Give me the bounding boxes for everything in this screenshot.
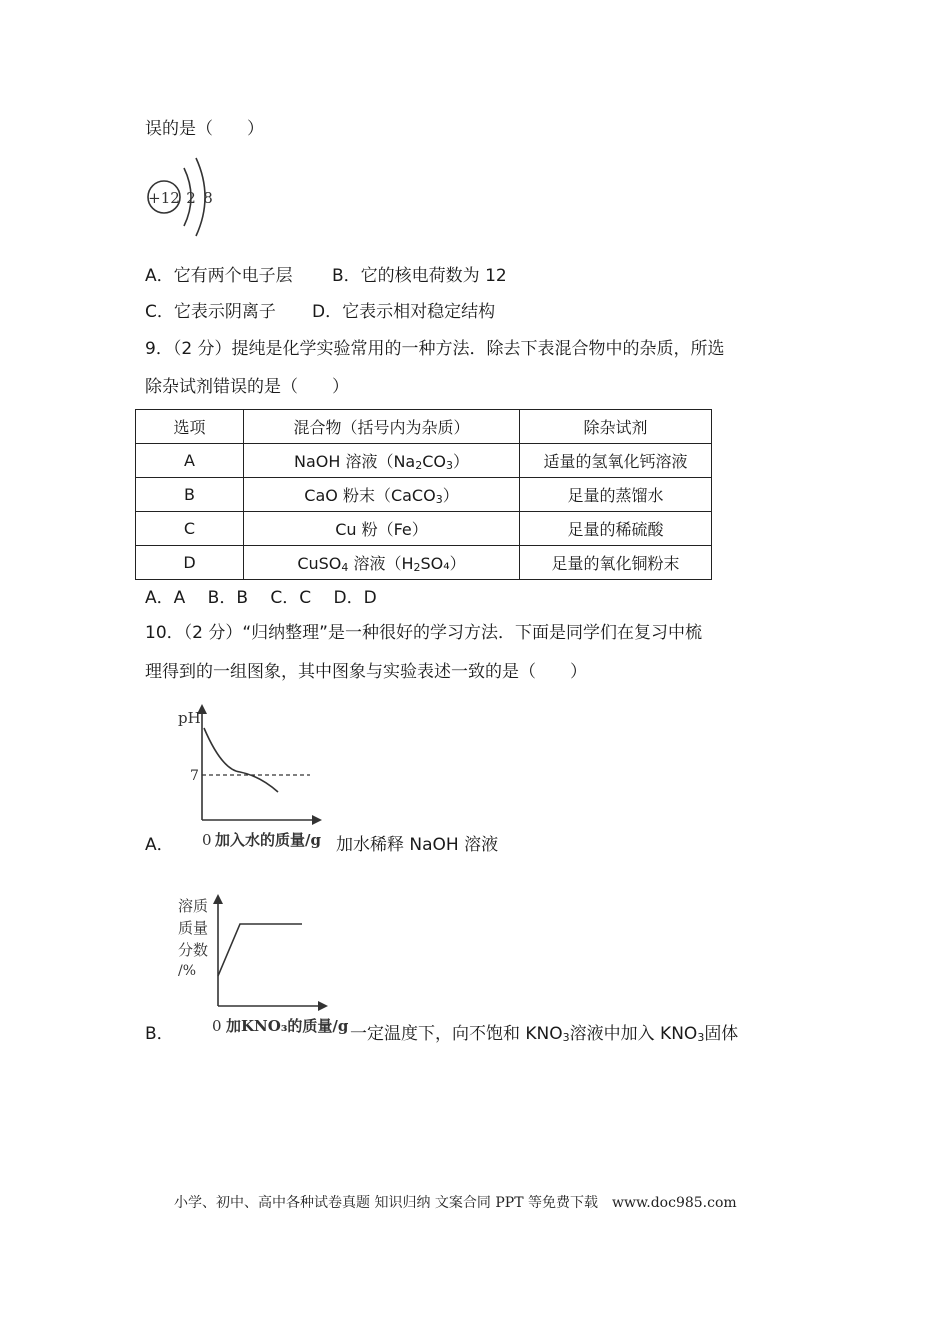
graph-b-letter: B．	[145, 1024, 174, 1044]
table-row	[136, 512, 712, 546]
q8-option-a: A．它有两个电子层	[145, 266, 293, 286]
graph-b-origin: 0	[212, 1017, 222, 1035]
row-mixture: NaOH 溶液$(Na_2CO_3)$	[244, 444, 520, 478]
graph-b-solution-mass-fraction	[170, 890, 360, 1045]
row-reagent: 适量的氢氧化钙溶液	[520, 444, 712, 478]
row-option: D	[136, 546, 244, 580]
q8-option-d: D．它表示相对稳定结构	[312, 302, 496, 322]
nucleus-charge: +12	[148, 189, 180, 207]
row-reagent: 足量的氧化铜粉末	[520, 546, 712, 580]
graph-a-origin: 0	[202, 831, 212, 849]
graph-b-description: 一定温度下，向不饱和 $KNO_3$溶液中加入 $KNO_3$固体	[350, 1024, 739, 1044]
row-mixture: CuSO$_4$ 溶液$(H_2SO_4)$	[244, 546, 520, 580]
table-row	[136, 444, 712, 478]
q9-stem-line2: 除杂试剂错误的是（ ）	[145, 377, 349, 397]
header-option: 选项	[136, 410, 244, 444]
q8-option-c: C．它表示阴离子	[145, 302, 276, 322]
row-reagent: 足量的蒸馏水	[520, 478, 712, 512]
q9-stem-line1: 9．（2 分）提纯是化学实验常用的一种方法．除去下表混合物中的杂质，所选	[145, 339, 725, 359]
q8-stem-tail: 误的是（ ）	[145, 119, 264, 139]
q8-option-b: B．它的核电荷数为 12	[332, 266, 507, 286]
graph-b-ylabel-line4: /%	[178, 963, 197, 979]
graph-a-ytick-7: 7	[190, 768, 199, 784]
impurity-table	[135, 409, 712, 580]
header-reagent: 除杂试剂	[520, 410, 712, 444]
row-option: A	[136, 444, 244, 478]
row-reagent: 足量的稀硫酸	[520, 512, 712, 546]
graph-a-description: 加水稀释 NaOH 溶液	[336, 835, 499, 855]
graph-b-ylabel-line1: 溶质	[178, 897, 209, 915]
table-header-row	[136, 410, 712, 444]
graph-a-xlabel: 加入水的质量/g	[215, 831, 321, 849]
graph-a-ph-dilution	[170, 700, 340, 855]
atom-structure-diagram	[140, 152, 230, 242]
graph-a-ylabel: pH	[178, 709, 201, 727]
row-mixture: Cu 粉（Fe）	[244, 512, 520, 546]
graph-b-xlabel: 加KNO₃的质量/g	[226, 1017, 349, 1035]
header-mixture: 混合物（括号内为杂质）	[244, 410, 520, 444]
row-mixture: CaO 粉末（CaCO$_3$）	[244, 478, 520, 512]
q10-stem-line2: 理得到的一组图象，其中图象与实验表述一致的是（ ）	[145, 662, 587, 682]
page-footer: 小学、初中、高中各种试卷真题 知识归纳 文案合同 PPT 等免费下载 www.doc985.com	[174, 1195, 737, 1211]
graph-b-ylabel-line2: 质量	[178, 919, 209, 937]
row-option: C	[136, 512, 244, 546]
shell-2-electrons: 8	[203, 189, 213, 207]
graph-a-letter: A．	[145, 835, 174, 855]
table-row	[136, 478, 712, 512]
q10-stem-line1: 10．（2 分）“归纳整理”是一种很好的学习方法．下面是同学们在复习中梳	[145, 623, 702, 643]
q9-answer-options: A．A B．B C．C D．D	[145, 588, 377, 608]
shell-1-electrons: 2	[186, 189, 196, 207]
graph-b-ylabel-line3: 分数	[178, 941, 209, 959]
table-row	[136, 546, 712, 580]
row-option: B	[136, 478, 244, 512]
